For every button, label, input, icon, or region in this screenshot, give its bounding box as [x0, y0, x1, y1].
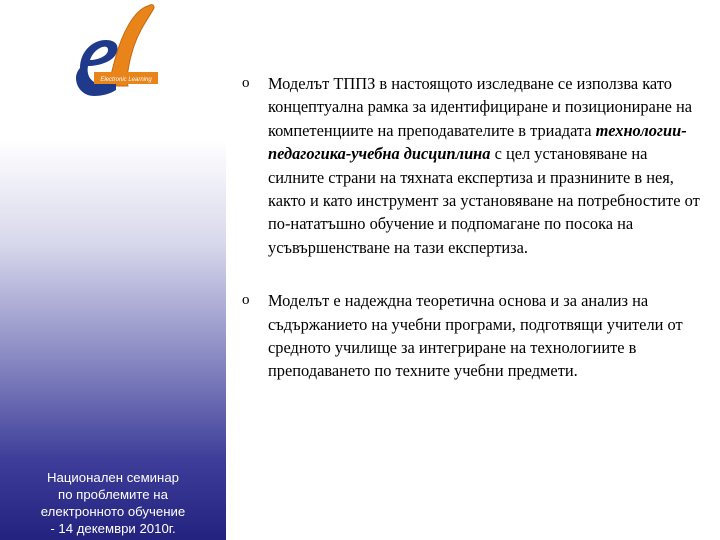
- logo-e-shape: [76, 40, 118, 96]
- sidebar-panel: [0, 0, 226, 540]
- bullet-item-1: [242, 72, 702, 259]
- seminar-footer-text: Национален семинар по проблемите на електронното обучение - 14 декември 2010г.: [40, 470, 186, 536]
- bullet-list: [242, 72, 702, 383]
- bullet-marker-2: o: [242, 292, 250, 309]
- bullet-1-text-after: с цел установяване на силните страни на тяхната експертиза и празнините в нея, както и като инструмент за установяване на потребностите от по-нататъшно обучение и подпомагане по посока на усъвършенстване на тази експертиза.: [268, 144, 700, 257]
- bullet-1-text-before: Моделът ТППЗ в настоящото изследване се използва като концептуална рамка за идентифициране и позициониране на компетенциите на преподавателите в триадата: [268, 74, 693, 140]
- bullet-marker-1: o: [242, 75, 250, 91]
- bullet-2-text: Моделът е надеждна теоретична основа и за анализ на съдържанието на учебни програми, подготвящи учители от средното училище за интегриране на технологиите в преподаването по техните учебни предмети.: [268, 291, 683, 381]
- bullet-item-2: [242, 289, 702, 383]
- el-logo: [36, 0, 166, 102]
- logo-band-text: Electronic Learning: [100, 77, 152, 83]
- bullet-1-emphasis: технологии-педагогика-учебна дисциплина: [268, 120, 687, 164]
